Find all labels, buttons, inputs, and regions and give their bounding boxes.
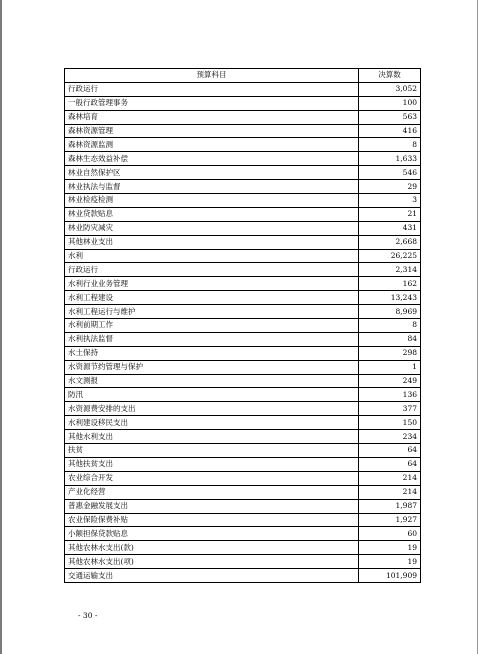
- table-row: [65, 457, 421, 471]
- table-row: [65, 485, 421, 499]
- row-amount: 1,927: [359, 513, 421, 527]
- row-amount: 21: [359, 207, 421, 221]
- row-subject: 行政运行: [65, 263, 359, 277]
- row-subject: 产业化经营: [65, 485, 359, 499]
- row-amount: 8: [359, 138, 421, 152]
- row-amount: 546: [359, 166, 421, 180]
- row-amount: 101,909: [359, 569, 421, 583]
- row-subject: 水土保持: [65, 346, 359, 360]
- row-subject: 水资源节约管理与保护: [65, 360, 359, 374]
- row-subject: 交通运输支出: [65, 569, 359, 583]
- row-amount: 431: [359, 221, 421, 235]
- row-subject: 普惠金融发展支出: [65, 499, 359, 513]
- table-row: [65, 555, 421, 569]
- table-row: [65, 513, 421, 527]
- table-row: [65, 319, 421, 333]
- row-amount: 1,633: [359, 152, 421, 166]
- row-subject: 森林资源管理: [65, 124, 359, 138]
- row-amount: 416: [359, 124, 421, 138]
- row-subject: 农业保险保费补贴: [65, 513, 359, 527]
- row-subject: 农业综合开发: [65, 471, 359, 485]
- row-amount: 2,668: [359, 235, 421, 249]
- page-number: - 30 -: [78, 611, 98, 620]
- row-subject: 水利工程建设: [65, 291, 359, 305]
- row-amount: 60: [359, 527, 421, 541]
- table-row: [65, 221, 421, 235]
- table-row: [65, 152, 421, 166]
- row-amount: 136: [359, 388, 421, 402]
- table-row: [65, 416, 421, 430]
- row-subject: 林业贷款贴息: [65, 207, 359, 221]
- table-row: [65, 194, 421, 208]
- row-subject: 水资源费安排的支出: [65, 402, 359, 416]
- table-row: [65, 332, 421, 346]
- row-amount: 563: [359, 110, 421, 124]
- row-amount: 298: [359, 346, 421, 360]
- row-subject: 森林培育: [65, 110, 359, 124]
- page-edge-left: [0, 0, 2, 654]
- row-subject: 水文测报: [65, 374, 359, 388]
- subject-column-header: 预算科目: [65, 69, 359, 83]
- table-row: [65, 402, 421, 416]
- row-subject: 水利工程运行与维护: [65, 305, 359, 319]
- row-amount: 234: [359, 430, 421, 444]
- row-subject: 林业执法与监督: [65, 180, 359, 194]
- row-amount: 249: [359, 374, 421, 388]
- row-amount: 19: [359, 555, 421, 569]
- row-subject: 行政运行: [65, 82, 359, 96]
- row-subject: 水利行业业务管理: [65, 277, 359, 291]
- row-amount: 1,987: [359, 499, 421, 513]
- table-row: [65, 263, 421, 277]
- row-subject: 林业检疫检测: [65, 194, 359, 208]
- table-row: [65, 360, 421, 374]
- row-amount: 29: [359, 180, 421, 194]
- table-row: [65, 346, 421, 360]
- row-subject: 防汛: [65, 388, 359, 402]
- row-amount: 377: [359, 402, 421, 416]
- row-amount: 19: [359, 541, 421, 555]
- row-subject: 其他扶贫支出: [65, 457, 359, 471]
- row-amount: 150: [359, 416, 421, 430]
- row-amount: 84: [359, 332, 421, 346]
- table-row: [65, 124, 421, 138]
- row-amount: 64: [359, 444, 421, 458]
- table-row: [65, 388, 421, 402]
- row-amount: 13,243: [359, 291, 421, 305]
- table-row: [65, 277, 421, 291]
- row-amount: 214: [359, 485, 421, 499]
- row-subject: 林业防灾减灾: [65, 221, 359, 235]
- table-row: [65, 291, 421, 305]
- table-row: [65, 82, 421, 96]
- table-row: [65, 110, 421, 124]
- row-amount: 3,052: [359, 82, 421, 96]
- row-subject: 其他林业支出: [65, 235, 359, 249]
- row-amount: 64: [359, 457, 421, 471]
- row-subject: 水利执法监督: [65, 332, 359, 346]
- row-amount: 8: [359, 319, 421, 333]
- row-amount: 214: [359, 471, 421, 485]
- row-subject: 其他水利支出: [65, 430, 359, 444]
- row-subject: 其他农林水支出(项): [65, 555, 359, 569]
- row-amount: 2,314: [359, 263, 421, 277]
- table-row: [65, 235, 421, 249]
- row-amount: 3: [359, 194, 421, 208]
- budget-table: [64, 68, 421, 583]
- table-row: [65, 444, 421, 458]
- row-subject: 一般行政管理事务: [65, 96, 359, 110]
- row-amount: 8,969: [359, 305, 421, 319]
- row-subject: 其他农林水支出(款): [65, 541, 359, 555]
- row-amount: 100: [359, 96, 421, 110]
- row-subject: 水利前期工作: [65, 319, 359, 333]
- row-subject: 森林生态效益补偿: [65, 152, 359, 166]
- table-row: [65, 180, 421, 194]
- table-row: [65, 138, 421, 152]
- table-row: [65, 430, 421, 444]
- table-row: [65, 96, 421, 110]
- row-subject: 小额担保贷款贴息: [65, 527, 359, 541]
- row-subject: 扶贫: [65, 444, 359, 458]
- row-amount: 162: [359, 277, 421, 291]
- table-row: [65, 249, 421, 263]
- table-row: [65, 374, 421, 388]
- row-subject: 水利: [65, 249, 359, 263]
- row-subject: 森林资源监测: [65, 138, 359, 152]
- amount-column-header: 决算数: [359, 69, 421, 83]
- table-body: [65, 82, 421, 582]
- table-header-row: [65, 69, 421, 83]
- row-subject: 林业自然保护区: [65, 166, 359, 180]
- table-row: [65, 541, 421, 555]
- table-row: [65, 569, 421, 583]
- table-row: [65, 499, 421, 513]
- row-amount: 26,225: [359, 249, 421, 263]
- table-row: [65, 527, 421, 541]
- table-row: [65, 471, 421, 485]
- table-row: [65, 207, 421, 221]
- row-amount: 1: [359, 360, 421, 374]
- table-row: [65, 166, 421, 180]
- table-row: [65, 305, 421, 319]
- row-subject: 水利建设移民支出: [65, 416, 359, 430]
